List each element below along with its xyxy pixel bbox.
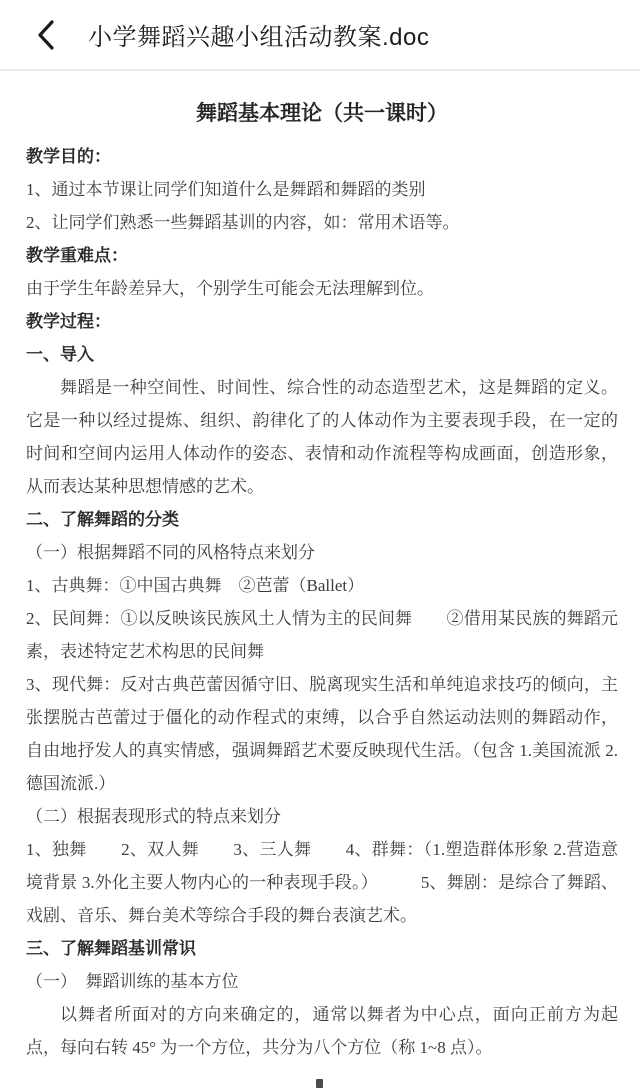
- cropped-next-content-fragment: [316, 1079, 323, 1088]
- doc-paragraph: 2、民间舞：①以反映该民族风土人情为主的民间舞 ②借用某民族的舞蹈元素，表述特定艺术构思的民间舞: [26, 609, 618, 661]
- back-button[interactable]: [36, 18, 62, 52]
- doc-paragraph: （一）根据舞蹈不同的风格特点来划分: [26, 543, 315, 562]
- document-page: [0, 71, 640, 1064]
- doc-heading: 教学重难点：: [26, 246, 128, 265]
- doc-paragraph: 舞蹈是一种空间性、时间性、综合性的动态造型艺术，这是舞蹈的定义。它是一种以经过提炼、组织、韵律化了的人体动作为主要表现手段，在一定的时间和空间内运用人体动作的姿态、表情和动作流程等构成画面，创造形象，从而表达某种思想情感的艺术。: [26, 378, 618, 496]
- doc-heading: 三、了解舞蹈基训常识: [26, 939, 196, 958]
- doc-heading: 教学过程：: [26, 312, 111, 331]
- document-filename: 小学舞蹈兴趣小组活动教案.doc: [88, 24, 430, 51]
- doc-paragraph: 由于学生年龄差异大，个别学生可能会无法理解到位。: [26, 279, 434, 298]
- doc-heading: 教学目的：: [26, 147, 111, 166]
- doc-paragraph: 3、现代舞：反对古典芭蕾因循守旧、脱离现实生活和单纯追求技巧的倾向，主张摆脱古芭蕾过于僵化的动作程式的束缚，以合乎自然运动法则的舞蹈动作，自由地抒发人的真实情感，强调舞蹈艺术要反映现代生活。（包含 1.美国流派 2.德国流派.）: [26, 675, 618, 793]
- doc-paragraph: 1、古典舞：①中国古典舞 ②芭蕾（Ballet）: [26, 576, 365, 595]
- chevron-left-icon: [36, 19, 56, 51]
- doc-heading: 一、导入: [26, 345, 94, 364]
- doc-paragraph: （一） 舞蹈训练的基本方位: [26, 972, 239, 991]
- doc-paragraph: 以舞者所面对的方向来确定的，通常以舞者为中心点，面向正前方为起点，每向右转 45° 为一个方位，共分为八个方位（称 1~8 点）。: [26, 1005, 618, 1057]
- doc-paragraph: 1、通过本节课让同学们知道什么是舞蹈和舞蹈的类别: [26, 180, 426, 199]
- doc-paragraph: 2、让同学们熟悉一些舞蹈基训的内容，如：常用术语等。: [26, 213, 460, 232]
- doc-paragraph: （二）根据表现形式的特点来划分: [26, 807, 281, 826]
- doc-paragraph: 1、独舞 2、双人舞 3、三人舞 4、群舞：（1.塑造群体形象 2.营造意境背景 3.外化主要人物内心的一种表现手段。） 5、舞剧：是综合了舞蹈、戏剧、音乐、舞台美术等综合手段的舞台表演艺术。: [26, 840, 618, 925]
- document-title: 舞蹈基本理论（共一课时）: [196, 101, 448, 125]
- doc-heading: 二、了解舞蹈的分类: [26, 510, 179, 529]
- app-header: [0, 0, 640, 71]
